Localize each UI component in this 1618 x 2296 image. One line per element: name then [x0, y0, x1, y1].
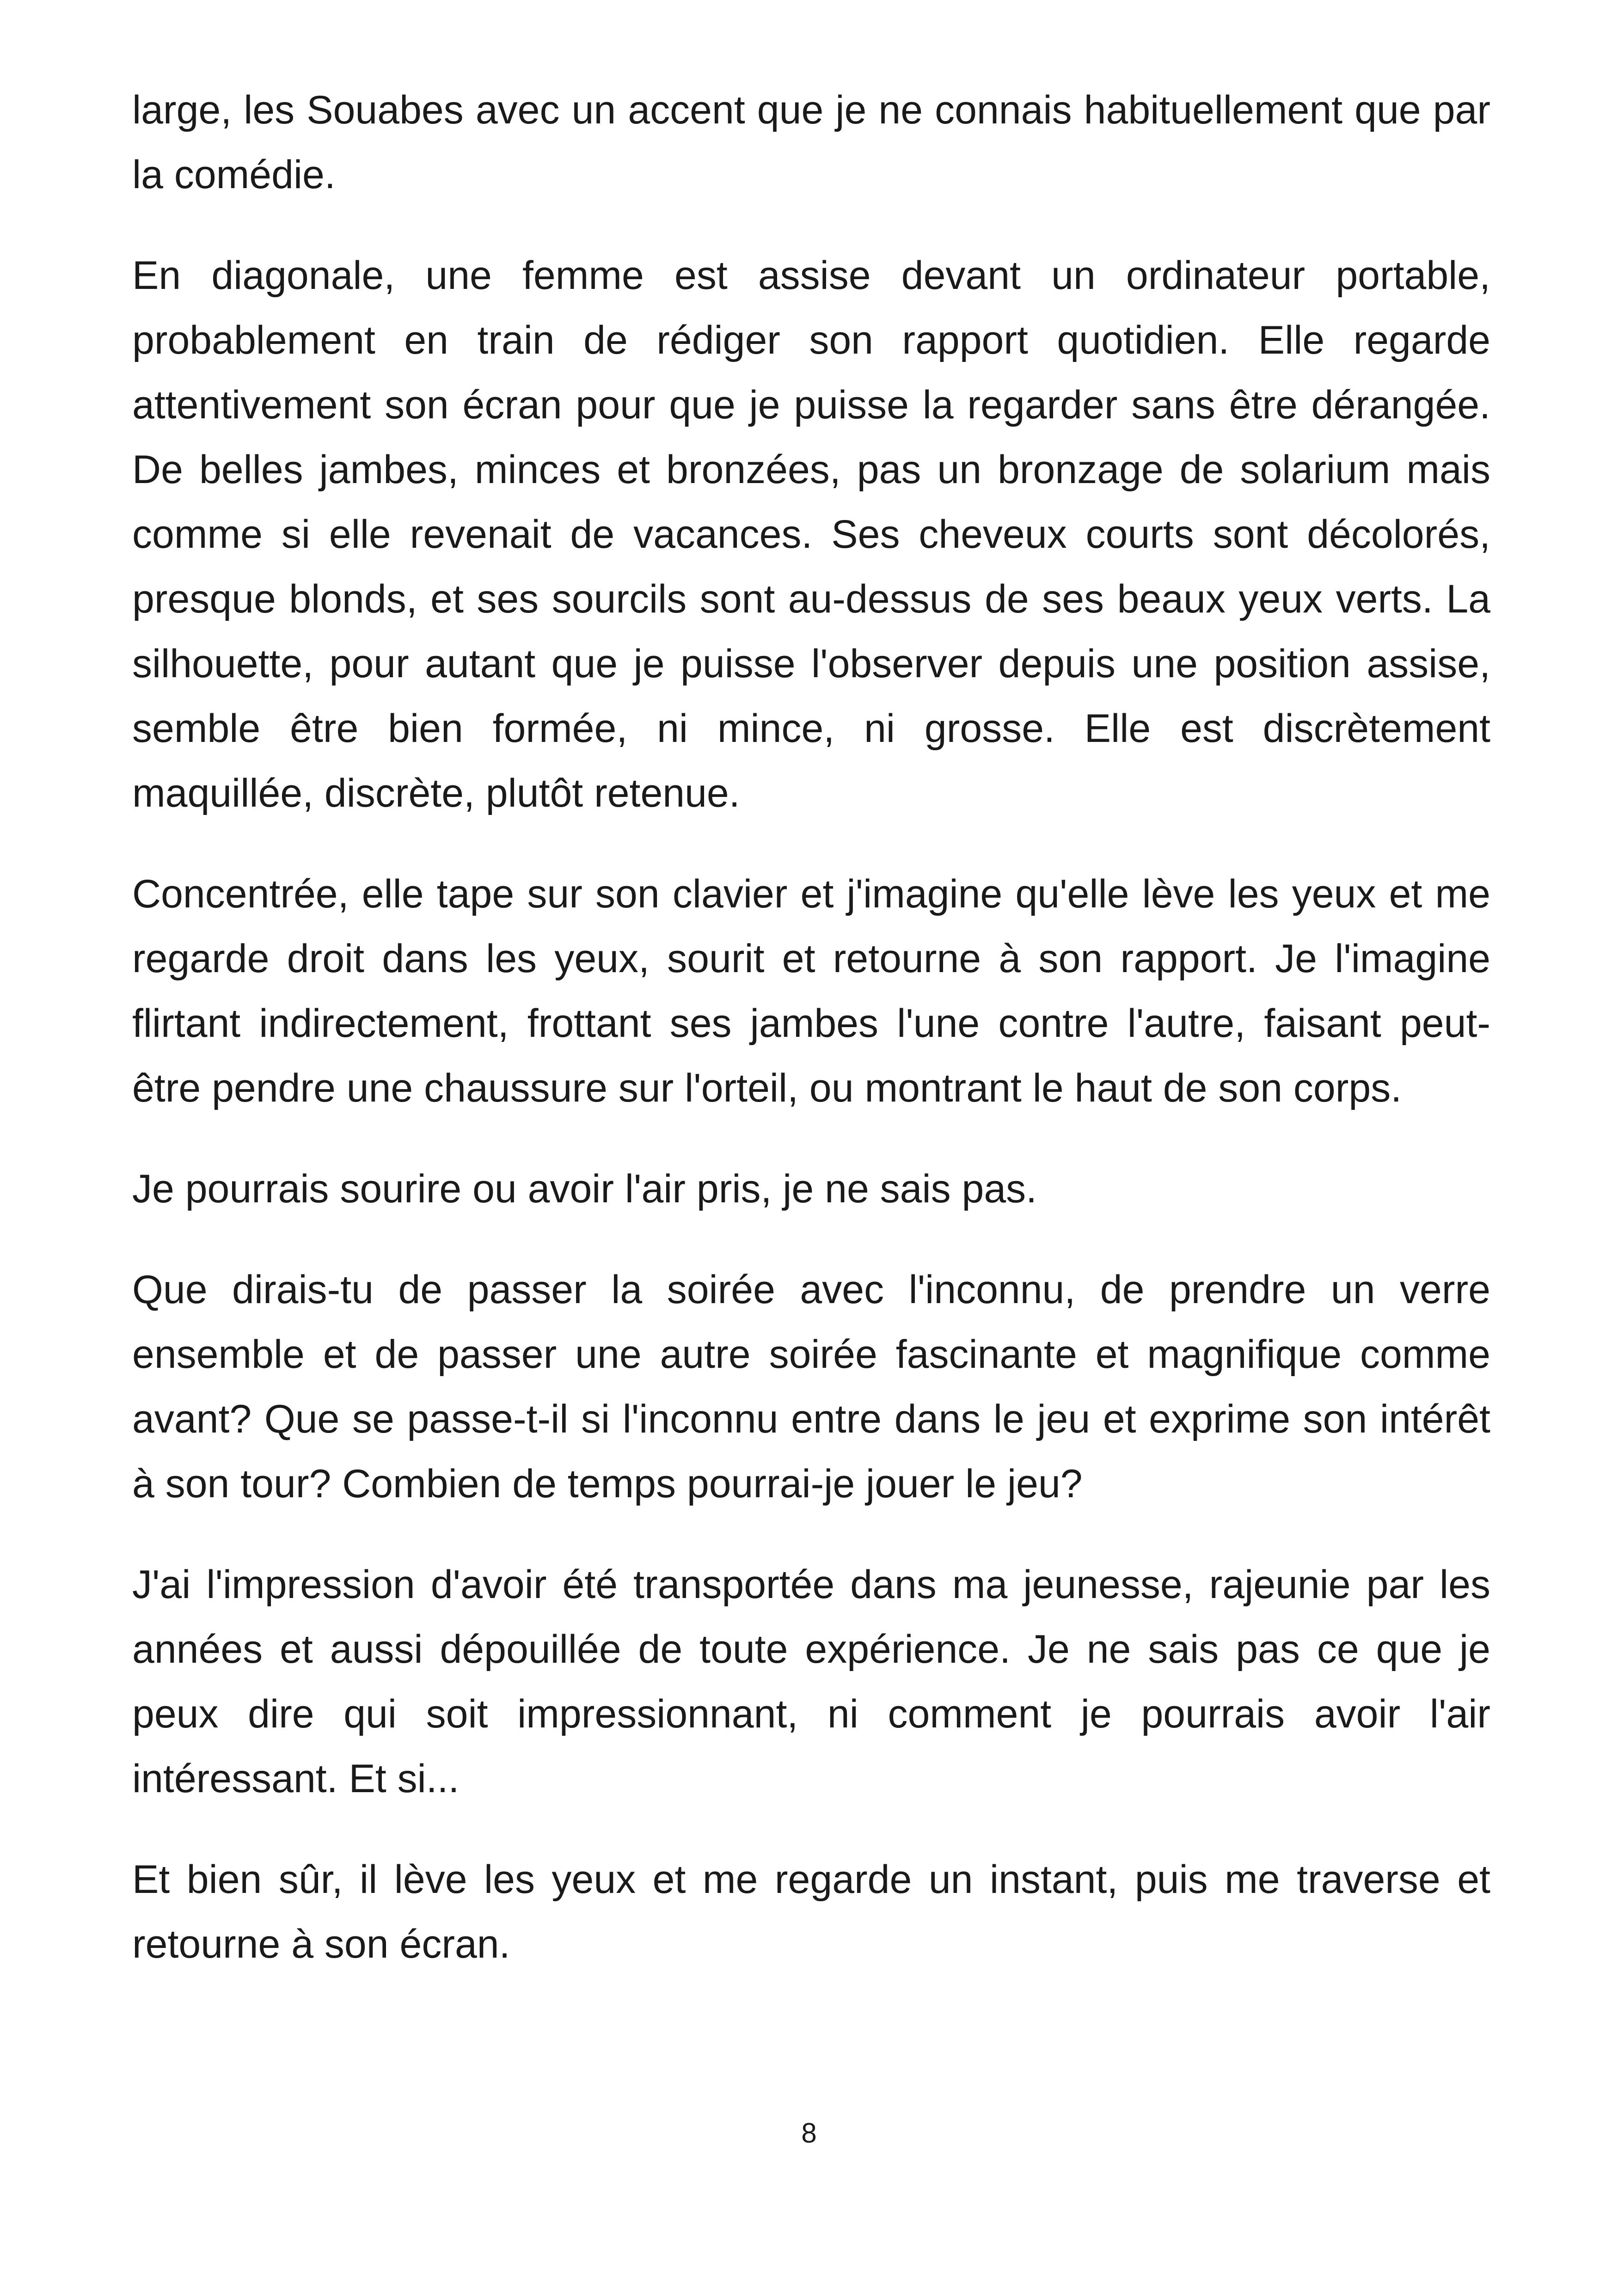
paragraph: Concentrée, elle tape sur son clavier et j'imagine qu'elle lève les yeux et me regarde droit dans les yeux, sourit et retourne à son rapport. Je l'imagine flirtant indirectement, frottant ses jambes l'une contre l'autre, faisant peut-être pendre une chaussure sur l'orteil, ou montrant le haut de son corps. — [132, 872, 1490, 1110]
paragraph: En diagonale, une femme est assise devant un ordinateur portable, probablement en train de rédiger son rapport quotidien. Elle regarde attentivement son écran pour que je puisse la regarder sans être dérangée. De belles jambes, minces et bronzées, pas un bronzage de solarium mais comme si elle revenait de vacances. Ses cheveux courts sont décolorés, presque blonds, et ses sourcils sont au-dessus de ses beaux yeux verts. La silhouette, pour autant que je puisse l'observer depuis une position assise, semble être bien formée, ni mince, ni grosse. Elle est discrètement maquillée, discrète, plutôt retenue. — [132, 253, 1490, 815]
paragraph: J'ai l'impression d'avoir été transportée dans ma jeunesse, rajeunie par les années et aussi dépouillée de toute expérience. Je ne sais pas ce que je peux dire qui soit impressionnant, ni comment je pourrais avoir l'air intéressant. Et si... — [132, 1562, 1490, 1801]
page-number: 8 — [801, 2118, 817, 2149]
paragraph: Et bien sûr, il lève les yeux et me regarde un instant, puis me traverse et retourne à son écran. — [132, 1857, 1490, 1966]
paragraph: large, les Souabes avec un accent que je ne connais habituellement que par la comédie. — [132, 88, 1490, 197]
body-text — [132, 78, 1490, 2013]
paragraph: Que dirais-tu de passer la soirée avec l'inconnu, de prendre un verre ensemble et de passer une autre soirée fascinante et magnifique comme avant? Que se passe-t-il si l'inconnu entre dans le jeu et exprime son intérêt à son tour? Combien de temps pourrai-je jouer le jeu? — [132, 1267, 1490, 1506]
paragraph: Je pourrais sourire ou avoir l'air pris, je ne sais pas. — [132, 1167, 1037, 1211]
